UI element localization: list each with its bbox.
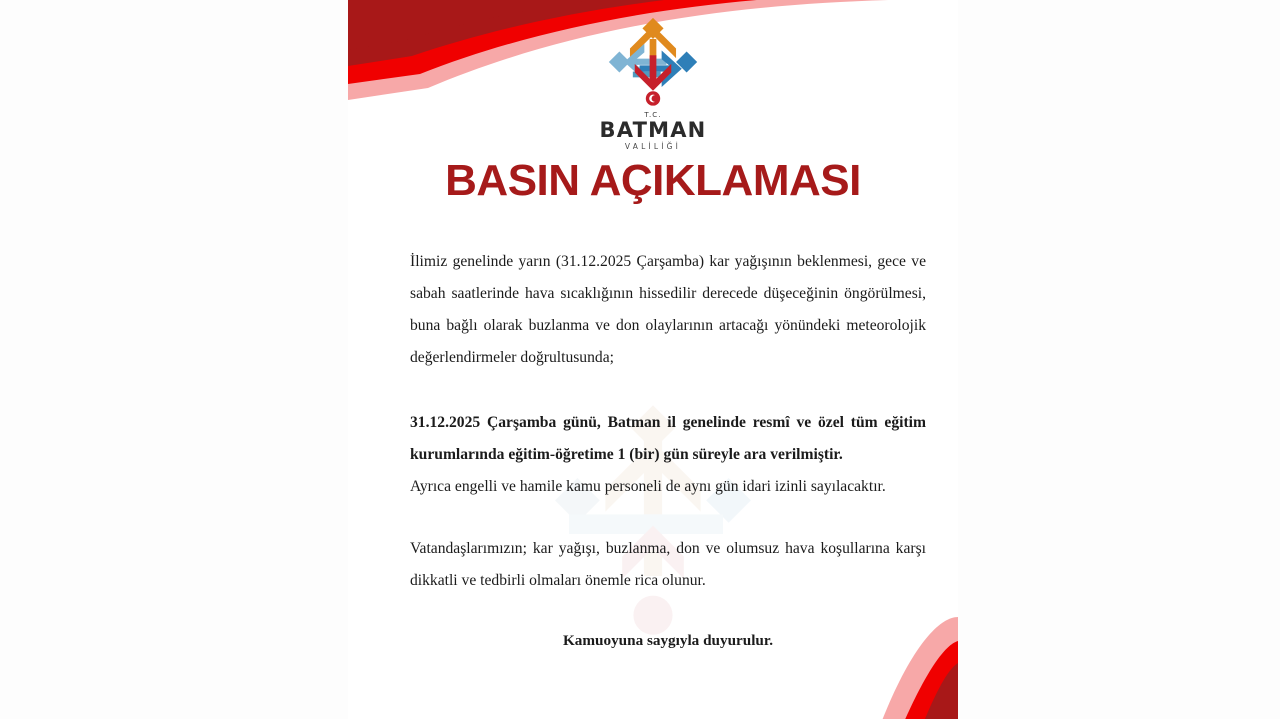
closing-statement: Kamuoyuna saygıyla duyurulur. xyxy=(562,632,774,649)
logo-name-label: BATMAN xyxy=(599,118,707,142)
spacer xyxy=(410,374,926,407)
spacer xyxy=(410,503,926,533)
spacer xyxy=(410,597,926,627)
logo-subtitle-label: VALİLİĞİ xyxy=(624,142,682,151)
paragraph-advisory: Vatandaşlarımızın; kar yağışı, buzlanma, don ve olumsuz hava koşullarına karşı dikkatli ve tedbirli olmaları önemle rica olunur. xyxy=(410,540,926,589)
paragraph-intro: İlimiz genelinde yarın (31.12.2025 Çarşamba) kar yağışının beklenmesi, gece ve sabah saatlerinde hava sıcaklığının hissedilir derecede düşeceğinin öngörülmesi, buna bağlı olarak buzlanma ve don olaylarının artacağı yönündeki meteorolojik değerlendirmeler doğrultusunda; xyxy=(410,253,926,366)
document-body xyxy=(410,246,926,655)
logo-wordmark xyxy=(348,112,958,151)
page-title: BASIN AÇIKLAMASI xyxy=(445,156,861,205)
paragraph-personnel: Ayrıca engelli ve hamile kamu personeli de aynı gün idari izinli sayılacaktır. xyxy=(410,478,886,495)
paragraph-decision: 31.12.2025 Çarşamba günü, Batman il genelinde resmî ve özel tüm eğitim kurumlarında eğitim-öğretime 1 (bir) gün süreyle ara verilmiştir. xyxy=(410,414,926,463)
letterhead xyxy=(348,14,958,151)
batman-governorship-emblem-icon xyxy=(605,14,701,110)
document-page xyxy=(348,0,958,719)
logo-tc-label: T.C. xyxy=(644,111,662,119)
